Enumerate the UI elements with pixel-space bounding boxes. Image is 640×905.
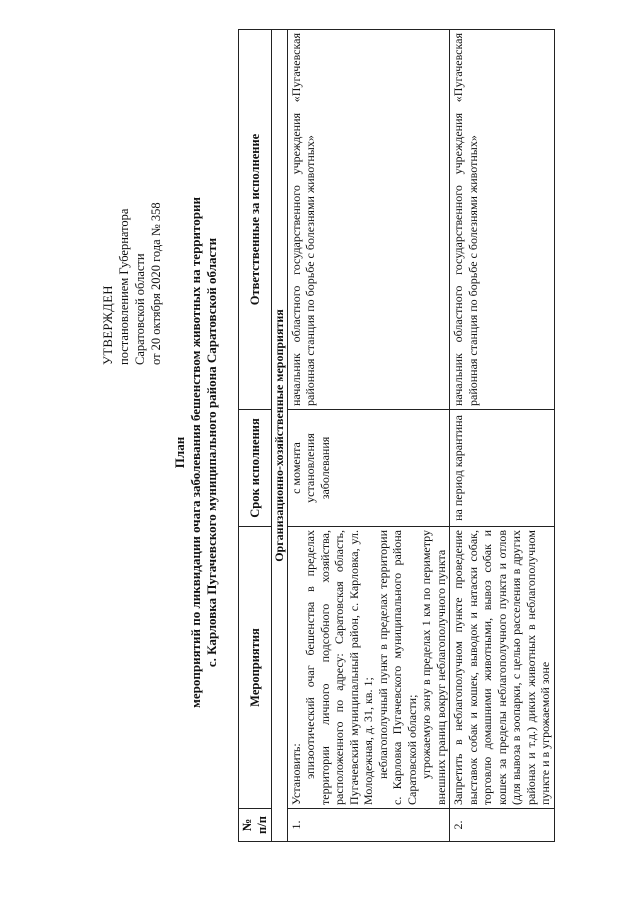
row-number: 1. — [287, 809, 450, 842]
row-number: 2. — [450, 809, 555, 842]
header-term: Срок исполнения — [239, 410, 272, 527]
header-measures: Мероприятия — [239, 527, 272, 809]
row-measures — [287, 527, 450, 809]
heading-subtitle: мероприятий по ликвидации очага заболевания бешенством животных на территории — [188, 197, 203, 708]
table-row — [287, 30, 450, 842]
measure-paragraph: неблагополучный пункт в пределах территории с. Карловка Пугачевского муниципального района Саратовской области; — [375, 530, 419, 805]
table-header-row — [239, 30, 272, 842]
measure-paragraph: Установить: — [288, 743, 303, 805]
row-measures — [450, 527, 555, 809]
row-responsible: начальник областного государственного учреждения «Пугачевская районная станция по борьбе с болезнями животных» — [287, 30, 450, 410]
section-title: Организационно-хозяйственные мероприятия — [272, 30, 288, 842]
row-term: на период карантина — [450, 410, 555, 527]
approval-title: УТВЕРЖДЕН — [101, 285, 115, 365]
measure-paragraph: Запретить в неблагополучном пункте проведение выставок собак и кошек, выводок и натаски собак, торговлю домашними животными, вывоз собак и кошек за пределы неблагополучного пункта и отлов (для вывоза в зоопарки, с целью расселения в других районах и т.д.) диких животных в неблагополучном пункте и в угрожаемой зоне — [451, 530, 552, 805]
heading-title: План — [172, 436, 187, 469]
heading-subtitle: с. Карловка Пугачевского муниципального района Саратовской области — [204, 237, 219, 668]
header-responsible: Ответственные за исполнение — [239, 30, 272, 410]
header-number: № п/п — [239, 809, 272, 842]
approval-line: постановлением Губернатора — [117, 208, 131, 365]
measure-paragraph: эпизоотический очаг бешенства в пределах территории личного подсобного хозяйства, расположенного по адресу: Саратовская область, Пугачевский муниципальный район, с. Карловка, ул. Молодежная, д. 31, кв. 1; — [303, 530, 375, 805]
row-term: с момента установления заболевания — [287, 410, 450, 527]
table-row — [450, 30, 555, 842]
approval-line: Саратовской области — [133, 253, 147, 365]
measures-table — [238, 29, 555, 842]
section-row — [272, 30, 288, 842]
approval-block — [100, 202, 164, 365]
measure-paragraph: угрожаемую зону в пределах 1 км по периметру внешних границ вокруг неблагополучного пункта — [419, 530, 448, 805]
approval-line: от 20 октября 2020 года № 358 — [149, 202, 163, 365]
row-responsible: начальник областного государственного учреждения «Пугачевская районная станция по борьбе с болезнями животных» — [450, 30, 555, 410]
document-heading — [172, 40, 220, 865]
